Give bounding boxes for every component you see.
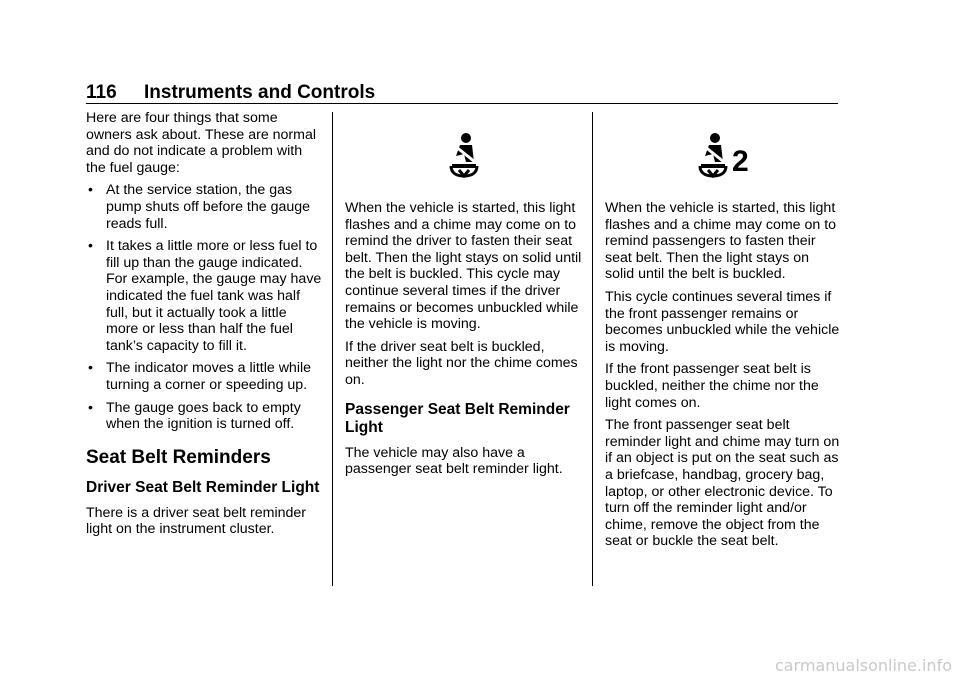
body-paragraph: There is a driver seat belt reminder light on the instrument cluster. <box>86 504 306 538</box>
body-paragraph: This cycle continues several times if the front passenger remains or becomes unbuckled while the vehicle is moving. <box>605 288 840 355</box>
list-item: • It takes a little more or less fuel to fill up than the gauge indicated. For example, the gauge may have indicated the fuel tank was half full, but it actually took a little more or less than half the fuel tank’s capacity to fill it. <box>88 238 322 354</box>
header-rule <box>86 103 838 104</box>
passenger-seatbelt-reminder-icon <box>695 132 731 178</box>
section-heading: Seat Belt Reminders <box>86 446 271 468</box>
page-number: 116 <box>86 82 117 103</box>
body-paragraph: The front passenger seat belt reminder light and chime may turn on if an object is put on the seat such as a briefcase, handbag, grocery bag, laptop, or other electronic device. To turn off the reminder light and/or chime, remove the object from the seat or buckle the seat belt. <box>605 417 840 550</box>
column-1 <box>86 110 322 544</box>
subsection-heading: Driver Seat Belt Reminder Light <box>86 478 320 496</box>
seatbelt-reminder-icon <box>446 132 482 178</box>
column-divider <box>332 112 333 586</box>
column-divider <box>592 112 593 586</box>
body-paragraph: If the front passenger seat belt is buckled, neither the chime nor the light comes on. <box>605 361 819 411</box>
body-paragraph: When the vehicle is started, this light flashes and a chime may come on to remind passengers to fasten their seat belt. Then the light stays on solid until the belt is buckled. <box>605 200 837 283</box>
body-paragraph: When the vehicle is started, this light flashes and a chime may come on to remind the driver to fasten their seat belt. Then the light stays on solid until the belt is buckled. This cycle may continue several times if the driver remains or becomes unbuckled while the vehicle is moving. <box>345 200 582 333</box>
list-item: • The indicator moves a little while turning a corner or speeding up. <box>88 360 312 393</box>
column-3 <box>605 110 841 556</box>
column-2 <box>345 110 583 484</box>
passenger-number-label: 2 <box>732 144 749 178</box>
section-title: Instruments and Controls <box>144 82 376 103</box>
subsection-heading: Passenger Seat Belt Reminder Light <box>345 400 570 436</box>
body-paragraph: The vehicle may also have a passenger seat belt reminder light. <box>345 444 563 478</box>
list-item: • The gauge goes back to empty when the ignition is turned off. <box>88 399 301 433</box>
list-item: • At the service station, the gas pump shuts off before the gauge reads full. <box>88 182 311 232</box>
intro-paragraph: Here are four things that some owners ask about. These are normal and do not indicate a problem with the fuel gauge: <box>86 110 317 176</box>
body-paragraph: If the driver seat belt is buckled, neither the light nor the chime comes on. <box>345 338 578 388</box>
watermark: carmanualsonline.info <box>774 656 952 675</box>
page-header <box>86 82 375 104</box>
